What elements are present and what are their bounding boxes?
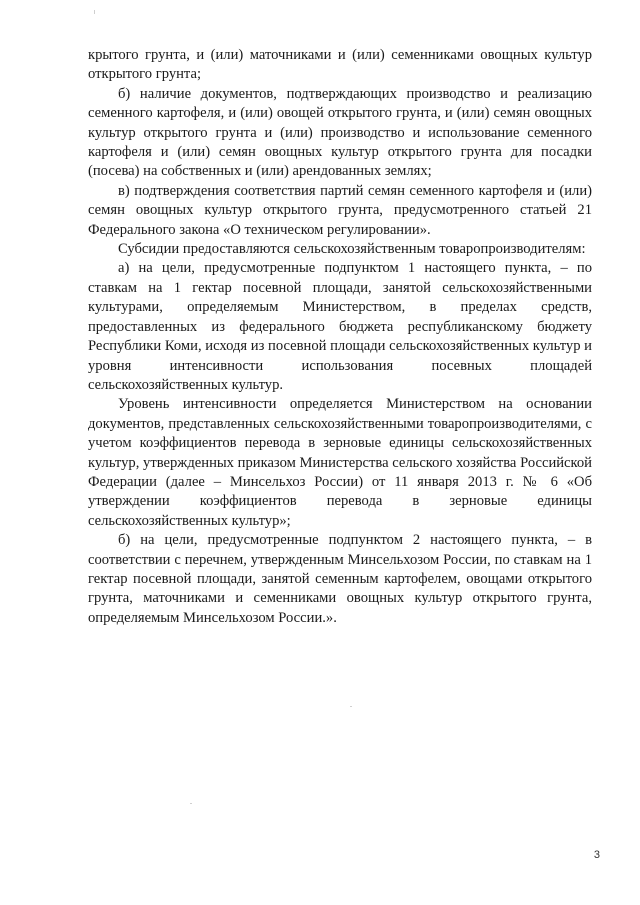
scan-artifact — [190, 803, 192, 804]
paragraph-item-a-purposes: а) на цели, предусмотренные подпунктом 1 настоящего пункта, – по ставкам на 1 гектар посевной площади, занятой сельскохозяйственными культурами, определяемым Министерством, в пределах средств, предоставленных из федерального бюджета республиканскому бюджету Республики Коми, исходя из посевной площади сельскохозяйственных культур и уровня интенсивности использования посевных площадей сельскохозяйственных культур. — [88, 260, 592, 393]
page-number: 3 — [593, 849, 600, 861]
paragraph-continuation: крытого грунта, и (или) маточниками и (или) семенниками овощных культур открытого грунта; — [88, 47, 592, 83]
paragraph-item-v-confirmation: в) подтверждения соответствия партий семян семенного картофеля и (или) семян овощных культур открытого грунта, предусмотренного статьей 21 Федерального закона «О техническом регулировании». — [88, 182, 592, 238]
document-body — [88, 46, 592, 628]
scan-artifact — [350, 706, 352, 707]
paragraph-intensity-level: Уровень интенсивности определяется Министерством на основании документов, представленных сельскохозяйственными товаропроизводителями, с учетом коэффициентов перевода в зерновые единицы сельскохозяйственных культур, утвержденных приказом Министерства сельского хозяйства Российской Федерации (далее – Минсельхоз России) от 11 января 2013 г. № 6 «Об утверждении коэффициентов перевода в зерновые единицы сельскохозяйственных культур»; — [88, 396, 592, 529]
paragraph-subsidies-intro: Субсидии предоставляются сельскохозяйственным товаропроизводителям: — [118, 241, 586, 258]
paragraph-item-b-purposes: б) на цели, предусмотренные подпунктом 2 настоящего пункта, – в соответствии с перечнем, утвержденным Минсельхозом России, по ставкам на 1 гектар посевной площади, занятой семенным картофелем, овощами открытого грунта, маточниками и семенниками овощных культур открытого грунта, определяемым Минсельхозом России.». — [88, 532, 592, 626]
paragraph-item-b-documents: б) наличие документов, подтверждающих производство и реализацию семенного картофеля, и (или) овощей открытого грунта, и (или) семян овощных культур открытого грунта и (или) производство и использование семенного картофеля и (или) семян овощных культур открытого грунта для посадки (посева) на собственных и (или) арендованных землях; — [88, 85, 592, 180]
scan-artifact — [94, 10, 95, 14]
